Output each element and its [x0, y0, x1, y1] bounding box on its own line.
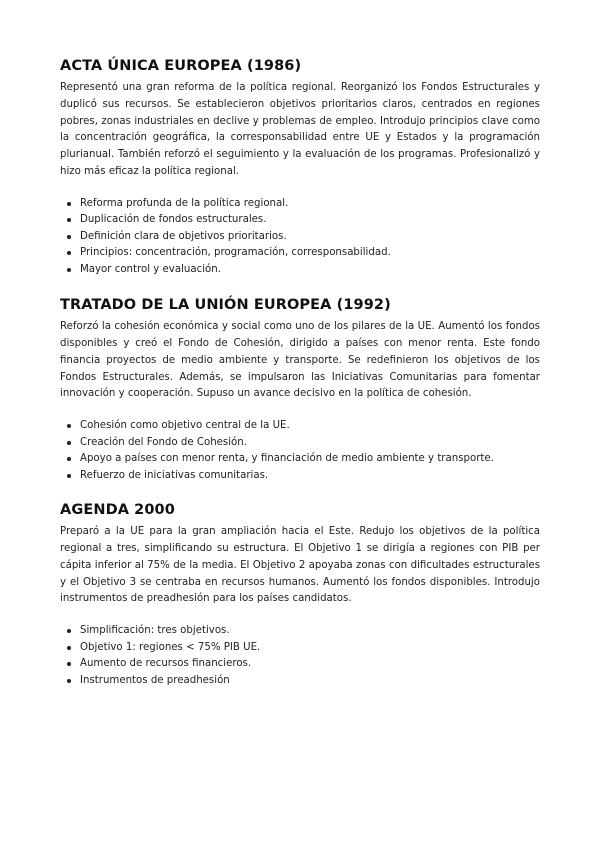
list-item-text: Instrumentos de preadhesión [80, 674, 230, 686]
bullet-icon [67, 646, 71, 650]
list-item [67, 245, 540, 262]
bullet-icon [67, 251, 71, 255]
bullet-icon [67, 218, 71, 222]
section-paragraph: Preparó a la UE para la gran ampliación hacia el Este. Redujo los objetivos de la política regional a tres, simplificando su estructura. El Objetivo 1 se dirigía a regiones con PIB per cápita inferior al 75% de la media. El Objetivo 2 apoyaba zonas con dificultades estructurales y el Objetivo 3 se centraba en recursos humanos. Aumentó los fondos disponibles. Introdujo instrumentos de preadhesión para los países candidatos. [60, 526, 540, 605]
bullet-icon [67, 235, 71, 239]
list-item-text: Definición clara de objetivos prioritarios. [80, 230, 287, 242]
list-item [67, 640, 540, 657]
list-item-text: Aumento de recursos financieros. [80, 658, 252, 670]
list-item-text: Creación del Fondo de Cohesión. [80, 436, 247, 448]
list-item-text: Apoyo a países con menor renta, y financiación de medio ambiente y transporte. [80, 453, 494, 465]
list-item-text: Reforma profunda de la política regional. [80, 197, 289, 209]
list-item [67, 196, 540, 213]
list-item-text: Simplificación: tres objetivos. [80, 625, 230, 637]
list-item [67, 623, 540, 640]
bullet-icon [67, 457, 71, 461]
section-heading: TRATADO DE LA UNIÓN EUROPEA (1992) [60, 297, 391, 314]
list-item [67, 656, 540, 673]
bullet-list [60, 196, 540, 279]
bullet-icon [67, 268, 71, 272]
bullet-icon [67, 662, 71, 666]
bullet-icon [67, 629, 71, 633]
section-heading: AGENDA 2000 [60, 502, 175, 519]
list-item-text: Mayor control y evaluación. [80, 263, 221, 275]
list-item [67, 673, 540, 690]
bullet-icon [67, 441, 71, 445]
list-item [67, 229, 540, 246]
bullet-list [60, 418, 540, 484]
section-paragraph: Reforzó la cohesión económica y social como uno de los pilares de la UE. Aumentó los fondos disponibles y creó el Fondo de Cohesión, dirigido a países con menor renta. Este fondo financia proyectos de medio ambiente y transporte. Se redefinieron los objetivos de los Fondos Estructurales. Además, se impulsaron las Iniciativas Comunitarias para fomentar innovación y cooperación. Supuso un avance decisivo en la política de cohesión. [60, 321, 540, 400]
list-item-text: Duplicación de fondos estructurales. [80, 214, 267, 226]
bullet-list [60, 623, 540, 689]
list-item [67, 262, 540, 279]
section-paragraph: Representó una gran reforma de la política regional. Reorganizó los Fondos Estructurales y duplicó sus recursos. Se establecieron objetivos prioritarios claros, centrados en regiones pobres, zonas industriales en declive y problemas de empleo. Introdujo principios clave como la concentración geográfica, la corresponsabilidad entre UE y Estados y la programación plurianual. También reforzó el seguimiento y la evaluación de los programas. Profesionalizó y hizo más eficaz la política regional. [60, 82, 540, 177]
list-item [67, 435, 540, 452]
bullet-icon [67, 202, 71, 206]
bullet-icon [67, 679, 71, 683]
bullet-icon [67, 424, 71, 428]
list-item-text: Principios: concentración, programación, corresponsabilidad. [80, 247, 391, 259]
list-item [67, 418, 540, 435]
list-item-text: Objetivo 1: regiones < 75% PIB UE. [80, 641, 261, 653]
list-item-text: Refuerzo de iniciativas comunitarias. [80, 469, 269, 481]
list-item-text: Cohesión como objetivo central de la UE. [80, 420, 290, 432]
section-tratado-union-europea [60, 295, 540, 484]
bullet-icon [67, 474, 71, 478]
document-page [60, 56, 540, 689]
list-item [67, 212, 540, 229]
section-agenda-2000 [60, 500, 540, 689]
section-heading: ACTA ÚNICA EUROPEA (1986) [60, 58, 302, 74]
section-acta-unica-europea [60, 56, 540, 278]
list-item [67, 451, 540, 468]
list-item [67, 468, 540, 485]
